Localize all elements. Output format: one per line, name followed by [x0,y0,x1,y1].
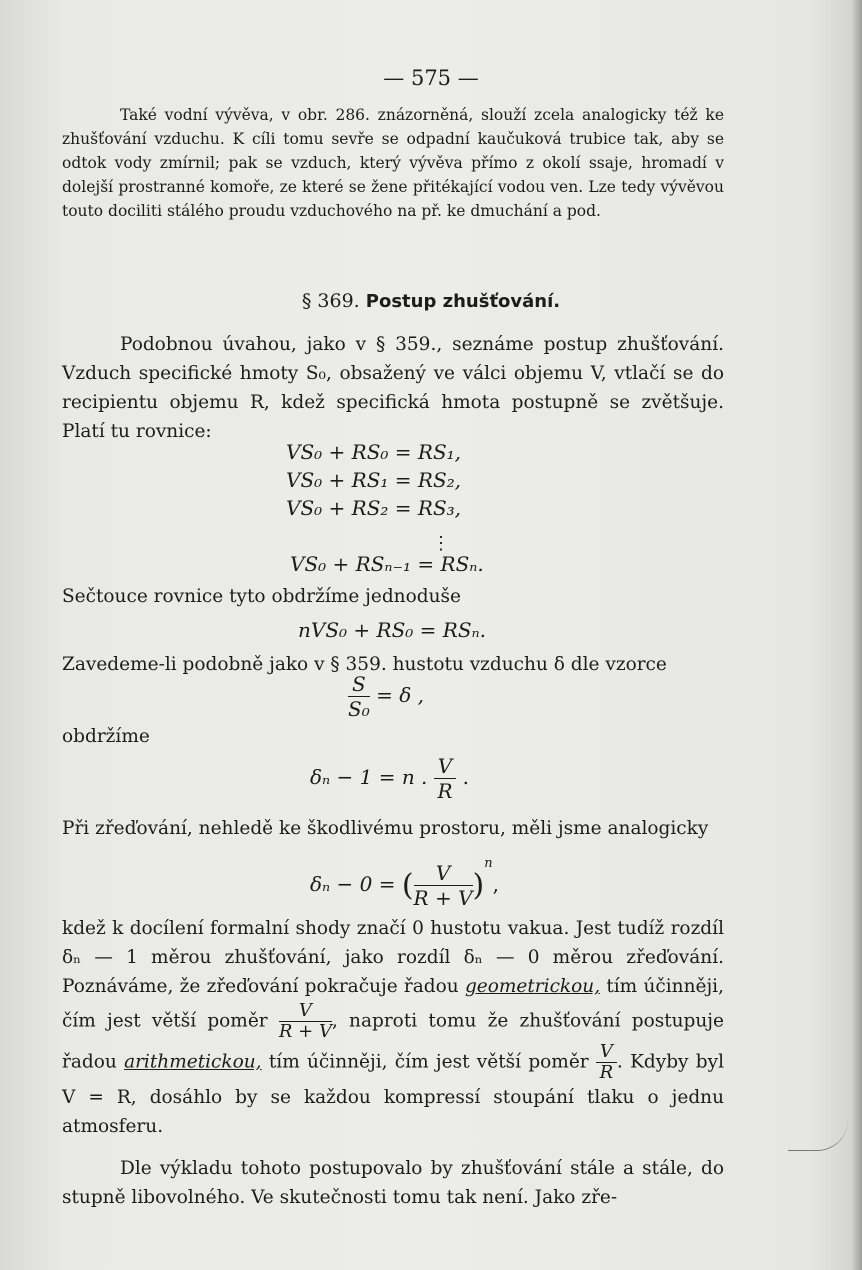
equation-delta-rarefaction: δₙ − 0 = ( $\frac{V}{R + V}$ )$^n$, [310,856,499,910]
conclusion-text-4: tím účinněji, čím jest větší poměr [268,1051,589,1073]
density-rhs: = δ , [376,683,424,707]
conclusion-fraction-2-num: V [596,1042,617,1063]
delta-denominator: R [437,779,453,803]
conclusion-text-3: , naproti tomu že zhušťování postupuje řadou [62,1010,724,1073]
equation-sum: nVS₀ + RS₀ = RSₙ. [298,618,486,642]
rarefy-fraction [414,861,473,910]
conclusion-text-2: tím účinněji, čím jest větší poměr [62,976,724,1032]
paragraph-density-intro: Zavedeme-li podobně jako v § 359. hustotu vzduchu δ dle vzorce [62,654,667,675]
density-denominator: S₀ [348,697,370,721]
page-edge-shadow [852,0,862,1270]
conclusion-fraction-2 [596,1042,617,1083]
conclusion-text-1: kdež k docílení formalní shody značí 0 hustotu vakua. Jest tudíž rozdíl δₙ — 1 měrou zhušťování, jako rozdíl δₙ — 0 měrou zřeďování. Poznáváme, že zřeďování pokračuje řadou [62,918,724,997]
margin-pen-stroke [788,1120,848,1151]
density-fraction [348,672,370,721]
paragraph-sum: Sečtouce rovnice tyto obdržíme jednoduše [62,586,461,607]
conclusion-text-5: . Kdyby byl V = R, dosáhlo by se každou kompressí stoupání tlaku o jednu atmosferu. [62,1051,724,1137]
paragraph-rarefaction: Při zřeďování, nehledě ke škodlivému prostoru, měli jsme analogicky [62,818,709,839]
equation-1: VS₀ + RS₀ = RS₁, [286,440,462,464]
conclusion-fraction-1-num: V [279,1001,332,1022]
delta-numerator: V [434,754,456,779]
conclusion-emphasis-arithmetic: arithmetickou, [124,1051,262,1073]
equation-3: VS₀ + RS₂ = RS₃, [286,496,462,520]
paragraph-obtain: obdržíme [62,726,150,747]
paragraph-vacuum-pump: Také vodní vývěva, v obr. 286. znázorněná, slouží zcela analogicky též ke zhušťování vzduchu. K cíli tomu sevře se odpadní kaučuková trubice tak, aby se odtok vody zmírnil; pak se vzduch, který vývěva přímo z okolí ssaje, hromadí v dolejší prostranné komoře, ze které se žene přitékající vodou ven. Lze tedy vývěvou touto dociliti stálého proudu vzduchového na př. ke dmuchání a pod. [62,106,724,220]
paragraph-final: Dle výkladu tohoto postupovalo by zhušťování stále a stále, do stupně libovolného. Ve skutečnosti tomu tak není. Jako zře- [62,1158,724,1208]
vertical-ellipsis: ⋮ [432,533,450,554]
delta-fraction [434,754,456,803]
delta-left: δₙ − 1 = n . [310,765,428,789]
conclusion-emphasis-geometric: geometrickou, [464,976,601,997]
density-numerator: S [348,672,370,697]
equation-density [348,672,424,721]
conclusion-fraction-1 [279,1001,332,1042]
rarefy-denominator: R + V [413,886,473,910]
conclusion-fraction-2-den: R [599,1062,614,1083]
paragraph-conclusion [62,914,724,1141]
paragraph-compression-intro: Podobnou úvahou, jako v § 359., seznáme postup zhušťování. Vzduch specifické hmoty S₀, obsažený ve válci objemu V, vtlačí se do recipientu objemu R, kdež specifická hmota postupně se zvětšuje. Platí tu rovnice: [62,334,724,442]
equation-n: VS₀ + RSₙ₋₁ = RSₙ. [290,552,484,576]
section-title: Postup zhušťování. [365,291,561,312]
equation-2: VS₀ + RS₁ = RS₂, [286,468,462,492]
rarefy-numerator: V [414,861,473,886]
section-heading [0,290,862,312]
rarefy-left: δₙ − 0 = [310,872,396,896]
page-number: — 575 — [383,66,479,90]
rarefy-exponent: n [484,856,493,871]
equation-delta-compression: δₙ − 1 = n . $\frac{V}{R}$ . [310,754,469,803]
section-number: § 369. [301,290,360,312]
conclusion-fraction-1-den: R + V [278,1021,332,1042]
